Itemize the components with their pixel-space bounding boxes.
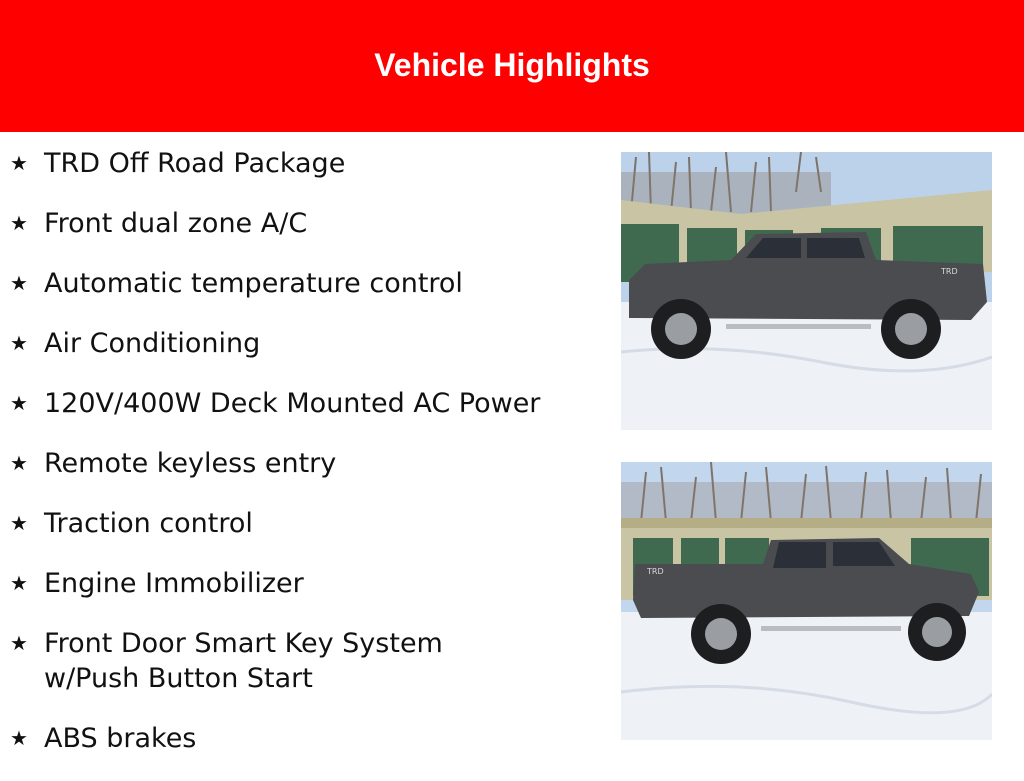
star-icon: ★ bbox=[10, 726, 28, 750]
truck-photo-front-left bbox=[621, 152, 992, 430]
highlight-text: Automatic temperature control bbox=[44, 268, 463, 299]
highlight-text: Traction control bbox=[44, 508, 253, 539]
truck-side-photo bbox=[621, 462, 992, 740]
highlight-text: Engine Immobilizer bbox=[44, 568, 304, 599]
highlight-text: ABS brakes bbox=[44, 723, 197, 754]
list-item bbox=[10, 626, 600, 696]
star-icon: ★ bbox=[10, 631, 28, 655]
header-banner bbox=[0, 0, 1024, 132]
highlight-text: Front Door Smart Key System w/Push Button Start bbox=[44, 628, 443, 694]
highlight-text: 120V/400W Deck Mounted AC Power bbox=[44, 388, 541, 419]
star-icon: ★ bbox=[10, 391, 28, 415]
list-item bbox=[10, 266, 600, 301]
truck-photo-rear-right bbox=[621, 462, 992, 740]
star-icon: ★ bbox=[10, 511, 28, 535]
list-item bbox=[10, 146, 600, 181]
page-title: Vehicle Highlights bbox=[374, 46, 650, 83]
star-icon: ★ bbox=[10, 331, 28, 355]
list-item bbox=[10, 206, 600, 241]
svg-text:TRD: TRD bbox=[647, 567, 664, 576]
star-icon: ★ bbox=[10, 211, 28, 235]
highlight-text: Air Conditioning bbox=[44, 328, 261, 359]
svg-text:TRD: TRD bbox=[941, 267, 958, 276]
list-item bbox=[10, 326, 600, 361]
list-item bbox=[10, 721, 600, 756]
star-icon: ★ bbox=[10, 151, 28, 175]
highlight-text: TRD Off Road Package bbox=[44, 148, 346, 179]
star-icon: ★ bbox=[10, 271, 28, 295]
highlights-list bbox=[10, 146, 600, 781]
list-item bbox=[10, 506, 600, 541]
truck-side-photo bbox=[621, 152, 992, 430]
list-item bbox=[10, 446, 600, 481]
list-item bbox=[10, 386, 600, 421]
star-icon: ★ bbox=[10, 451, 28, 475]
list-item bbox=[10, 566, 600, 601]
star-icon: ★ bbox=[10, 571, 28, 595]
highlight-text: Remote keyless entry bbox=[44, 448, 337, 479]
highlight-text: Front dual zone A/C bbox=[44, 208, 308, 239]
